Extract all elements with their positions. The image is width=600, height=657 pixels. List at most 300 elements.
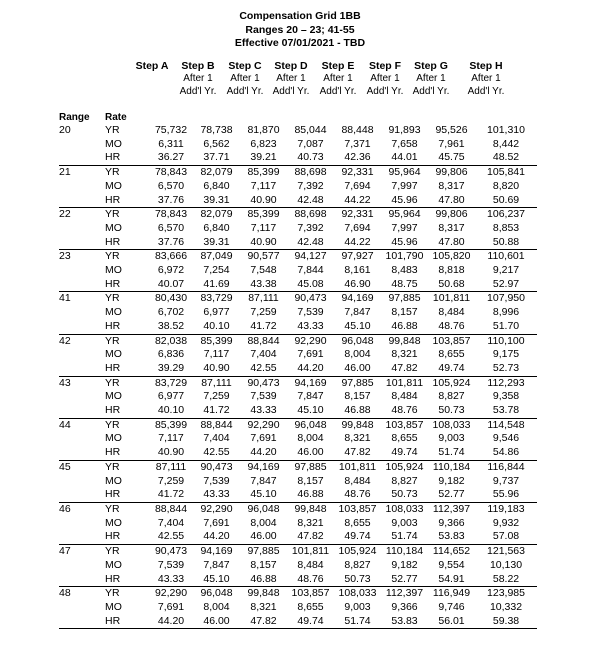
value-cell: 6,972 xyxy=(157,264,185,277)
addl-header-h: Add'l Yr. xyxy=(467,86,505,97)
rate-cell: YR xyxy=(105,250,120,263)
compensation-table xyxy=(59,124,537,629)
table-row xyxy=(59,362,537,376)
value-cell: 8,484 xyxy=(344,474,371,487)
rate-cell: YR xyxy=(105,460,120,473)
value-cell: 8,818 xyxy=(438,264,465,277)
rate-cell: MO xyxy=(105,221,122,234)
value-cell: 9,366 xyxy=(438,516,465,529)
value-cell: 78,843 xyxy=(154,166,188,179)
value-cell: 95,964 xyxy=(388,166,421,179)
step-header-g: Step G xyxy=(414,60,448,72)
value-cell: 7,694 xyxy=(344,179,371,192)
value-cell: 108,033 xyxy=(385,502,424,515)
value-cell: 88,698 xyxy=(294,166,327,179)
value-cell: 88,844 xyxy=(154,502,188,515)
value-cell: 94,169 xyxy=(247,460,280,473)
table-row xyxy=(59,545,537,559)
value-cell: 48.76 xyxy=(287,573,334,587)
value-cell: 85,399 xyxy=(200,334,233,347)
value-cell: 78,843 xyxy=(154,208,188,221)
value-cell: 7,117 xyxy=(250,221,277,234)
value-cell: 103,857 xyxy=(338,502,377,515)
value-cell: 8,321 xyxy=(391,348,418,361)
value-cell: 105,924 xyxy=(385,460,424,473)
value-cell: 121,563 xyxy=(487,545,525,558)
value-cell: 6,840 xyxy=(203,179,230,192)
value-cell: 6,823 xyxy=(250,137,277,150)
value-cell: 88,698 xyxy=(294,208,327,221)
value-cell: 9,932 xyxy=(492,516,520,529)
value-cell: 44.01 xyxy=(381,151,428,165)
value-cell: 105,841 xyxy=(487,166,525,179)
rate-cell: MO xyxy=(105,348,122,361)
value-cell: 46.88 xyxy=(334,404,381,418)
rate-cell: HR xyxy=(103,530,149,544)
value-cell: 9,003 xyxy=(344,600,371,613)
value-cell: 7,254 xyxy=(203,264,230,277)
step-header-e: Step E xyxy=(321,60,355,72)
value-cell: 41.69 xyxy=(193,278,240,292)
compensation-table-body xyxy=(59,124,537,629)
value-cell: 101,811 xyxy=(385,376,424,389)
value-cell: 8,655 xyxy=(297,600,324,613)
value-cell: 103,857 xyxy=(385,418,424,431)
rate-cell: HR xyxy=(103,362,149,376)
value-cell: 7,539 xyxy=(250,390,277,403)
value-cell: 40.90 xyxy=(149,446,193,460)
value-cell: 37.71 xyxy=(193,151,240,165)
range-cell xyxy=(59,278,103,292)
value-cell: 8,157 xyxy=(297,474,324,487)
value-cell: 7,087 xyxy=(297,137,324,150)
value-cell: 50.73 xyxy=(381,488,428,502)
range-cell: 44 xyxy=(59,418,71,431)
value-cell: 7,404 xyxy=(250,348,277,361)
value-cell: 92,290 xyxy=(247,418,280,431)
value-cell: 48.75 xyxy=(381,278,428,292)
value-cell: 52.77 xyxy=(428,488,475,502)
value-cell: 43.38 xyxy=(240,278,287,292)
rate-cell: MO xyxy=(105,306,122,319)
value-cell: 8,321 xyxy=(344,432,371,445)
value-cell: 8,827 xyxy=(438,390,465,403)
value-cell: 103,857 xyxy=(291,587,330,600)
table-row xyxy=(59,615,537,629)
range-cell: 42 xyxy=(59,334,71,347)
rate-cell: YR xyxy=(105,376,120,389)
value-cell: 92,290 xyxy=(200,502,233,515)
value-cell: 58.22 xyxy=(475,573,537,587)
range-cell xyxy=(59,320,103,334)
value-cell: 40.73 xyxy=(287,151,334,165)
after-header-b: After 1 xyxy=(183,73,213,84)
table-row xyxy=(59,404,537,418)
value-cell: 6,311 xyxy=(158,137,184,150)
range-cell: 41 xyxy=(59,292,71,305)
value-cell: 7,997 xyxy=(391,179,418,192)
value-cell: 114,652 xyxy=(432,545,471,558)
value-cell: 90,473 xyxy=(200,460,233,473)
value-cell: 85,399 xyxy=(154,418,188,431)
value-cell: 47.82 xyxy=(287,530,334,544)
value-cell: 112,397 xyxy=(432,502,471,515)
rate-column-label: Rate xyxy=(105,112,127,123)
value-cell: 8,820 xyxy=(492,179,520,192)
value-cell: 101,790 xyxy=(385,250,424,263)
value-cell: 48.52 xyxy=(475,151,537,165)
value-cell: 92,331 xyxy=(341,208,374,221)
value-cell: 42.48 xyxy=(287,194,334,208)
value-cell: 45.08 xyxy=(287,278,334,292)
range-cell: 46 xyxy=(59,502,71,515)
value-cell: 7,691 xyxy=(297,348,324,361)
value-cell: 6,570 xyxy=(157,179,185,192)
value-cell: 96,048 xyxy=(341,334,374,347)
after-header-h: After 1 xyxy=(471,73,501,84)
value-cell: 88,844 xyxy=(247,334,280,347)
table-row xyxy=(59,138,537,152)
table-row xyxy=(59,502,537,516)
value-cell: 8,157 xyxy=(250,558,277,571)
rate-cell: MO xyxy=(105,432,122,445)
value-cell: 49.74 xyxy=(381,446,428,460)
value-cell: 8,483 xyxy=(391,264,418,277)
value-cell: 8,655 xyxy=(391,432,418,445)
table-row xyxy=(59,236,537,250)
value-cell: 95,526 xyxy=(435,124,468,136)
value-cell: 101,811 xyxy=(338,460,377,473)
rate-cell: MO xyxy=(105,600,122,613)
value-cell: 7,392 xyxy=(297,221,324,234)
range-cell xyxy=(59,517,103,531)
value-cell: 90,473 xyxy=(247,376,280,389)
value-cell: 97,885 xyxy=(341,376,374,389)
rate-cell: YR xyxy=(105,124,120,136)
value-cell: 90,473 xyxy=(154,545,188,558)
after-header-e: After 1 xyxy=(323,73,353,84)
value-cell: 7,259 xyxy=(250,306,277,319)
value-cell: 45.10 xyxy=(193,573,240,587)
rate-cell: HR xyxy=(103,151,149,165)
value-cell: 40.10 xyxy=(193,320,240,334)
value-cell: 51.74 xyxy=(428,446,475,460)
value-cell: 8,004 xyxy=(297,432,324,445)
value-cell: 87,111 xyxy=(155,460,187,473)
value-cell: 9,182 xyxy=(391,558,418,571)
table-row xyxy=(59,587,537,601)
rate-cell: HR xyxy=(103,194,149,208)
range-cell: 43 xyxy=(59,376,71,389)
value-cell: 53.78 xyxy=(475,404,537,418)
value-cell: 38.52 xyxy=(149,320,193,334)
table-row xyxy=(59,446,537,460)
value-cell: 10,130 xyxy=(489,558,523,571)
value-cell: 90,577 xyxy=(247,250,280,263)
value-cell: 7,404 xyxy=(157,516,185,529)
value-cell: 82,079 xyxy=(200,166,233,179)
value-cell: 8,321 xyxy=(250,600,277,613)
table-row xyxy=(59,306,537,320)
rate-cell: YR xyxy=(105,502,120,515)
value-cell: 8,157 xyxy=(391,306,418,319)
value-cell: 7,844 xyxy=(297,264,324,277)
value-cell: 8,317 xyxy=(438,179,465,192)
table-row xyxy=(59,475,537,489)
rate-cell: MO xyxy=(105,558,122,571)
value-cell: 7,847 xyxy=(344,306,371,319)
value-cell: 7,694 xyxy=(344,221,371,234)
value-cell: 40.90 xyxy=(240,194,287,208)
value-cell: 6,562 xyxy=(203,137,230,150)
value-cell: 41.72 xyxy=(240,320,287,334)
table-row xyxy=(59,180,537,194)
value-cell: 99,848 xyxy=(294,502,327,515)
value-cell: 42.36 xyxy=(334,151,381,165)
after-header-f: After 1 xyxy=(370,73,400,84)
value-cell: 39.29 xyxy=(149,362,193,376)
value-cell: 106,237 xyxy=(487,208,525,221)
value-cell: 7,961 xyxy=(438,137,465,150)
value-cell: 97,885 xyxy=(388,292,421,305)
table-row xyxy=(59,601,537,615)
rate-cell: HR xyxy=(103,320,149,334)
value-cell: 40.90 xyxy=(240,236,287,250)
rate-cell: YR xyxy=(105,545,120,558)
rate-cell: HR xyxy=(103,236,149,250)
value-cell: 9,182 xyxy=(438,474,465,487)
range-column-label: Range xyxy=(59,112,90,123)
value-cell: 7,691 xyxy=(157,600,185,613)
value-cell: 94,169 xyxy=(294,376,327,389)
value-cell: 8,321 xyxy=(297,516,324,529)
value-cell: 87,049 xyxy=(200,250,233,263)
value-cell: 108,033 xyxy=(432,418,471,431)
range-cell: 20 xyxy=(59,124,71,136)
value-cell: 83,729 xyxy=(154,376,188,389)
addl-header-e: Add'l Yr. xyxy=(319,86,357,97)
range-cell xyxy=(59,530,103,544)
range-cell xyxy=(59,194,103,208)
value-cell: 97,927 xyxy=(341,250,374,263)
range-cell xyxy=(59,362,103,376)
range-cell xyxy=(59,151,103,165)
value-cell: 96,048 xyxy=(200,587,233,600)
value-cell: 85,399 xyxy=(247,166,280,179)
value-cell: 88,844 xyxy=(200,418,233,431)
value-cell: 95,964 xyxy=(388,208,421,221)
range-cell xyxy=(59,446,103,460)
value-cell: 44.20 xyxy=(240,446,287,460)
document-title: Compensation Grid 1BB xyxy=(239,10,361,22)
value-cell: 87,111 xyxy=(248,292,279,305)
value-cell: 46.00 xyxy=(287,446,334,460)
value-cell: 105,924 xyxy=(338,545,377,558)
value-cell: 39.31 xyxy=(193,236,240,250)
rate-cell: YR xyxy=(105,292,120,305)
value-cell: 44.20 xyxy=(193,530,240,544)
value-cell: 99,848 xyxy=(247,587,280,600)
value-cell: 8,317 xyxy=(438,221,465,234)
step-header-c: Step C xyxy=(228,60,262,72)
value-cell: 7,847 xyxy=(203,558,230,571)
value-cell: 8,484 xyxy=(391,390,418,403)
rate-cell: YR xyxy=(105,166,120,179)
value-cell: 99,848 xyxy=(341,418,374,431)
value-cell: 46.00 xyxy=(334,362,381,376)
value-cell: 46.88 xyxy=(287,488,334,502)
table-row xyxy=(59,334,537,348)
value-cell: 45.10 xyxy=(334,320,381,334)
value-cell: 105,820 xyxy=(432,250,471,263)
table-row xyxy=(59,488,537,502)
value-cell: 7,392 xyxy=(297,179,324,192)
value-cell: 9,546 xyxy=(492,432,520,445)
value-cell: 54.91 xyxy=(428,573,475,587)
value-cell: 44.22 xyxy=(334,194,381,208)
range-cell xyxy=(59,475,103,489)
step-header-a: Step A xyxy=(135,60,169,72)
value-cell: 7,117 xyxy=(250,179,277,192)
value-cell: 8,484 xyxy=(438,306,465,319)
value-cell: 85,044 xyxy=(294,124,327,136)
value-cell: 49.74 xyxy=(287,615,334,629)
value-cell: 110,184 xyxy=(432,460,471,473)
value-cell: 99,806 xyxy=(435,166,468,179)
value-cell: 8,004 xyxy=(344,348,371,361)
table-row xyxy=(59,151,537,165)
rate-cell: YR xyxy=(105,334,120,347)
value-cell: 8,004 xyxy=(203,600,230,613)
value-cell: 112,397 xyxy=(385,587,424,600)
step-header-f: Step F xyxy=(368,60,402,72)
value-cell: 45.96 xyxy=(381,194,428,208)
value-cell: 101,811 xyxy=(291,545,330,558)
after-header-g: After 1 xyxy=(416,73,446,84)
value-cell: 40.07 xyxy=(149,278,193,292)
table-row xyxy=(59,208,537,222)
value-cell: 7,404 xyxy=(203,432,230,445)
value-cell: 42.55 xyxy=(149,530,193,544)
value-cell: 49.74 xyxy=(334,530,381,544)
range-cell xyxy=(59,236,103,250)
value-cell: 110,100 xyxy=(487,334,525,347)
value-cell: 50.73 xyxy=(334,573,381,587)
value-cell: 9,746 xyxy=(438,600,465,613)
value-cell: 81,870 xyxy=(247,124,280,136)
value-cell: 50.73 xyxy=(428,404,475,418)
table-row xyxy=(59,559,537,573)
value-cell: 9,554 xyxy=(438,558,465,571)
rate-cell: HR xyxy=(103,488,149,502)
value-cell: 45.75 xyxy=(428,151,475,165)
value-cell: 42.55 xyxy=(193,446,240,460)
value-cell: 57.08 xyxy=(475,530,537,544)
range-cell xyxy=(59,264,103,278)
range-cell xyxy=(59,348,103,362)
value-cell: 47.82 xyxy=(240,615,287,629)
value-cell: 41.72 xyxy=(149,488,193,502)
value-cell: 9,003 xyxy=(391,516,418,529)
value-cell: 7,548 xyxy=(250,264,277,277)
value-cell: 112,293 xyxy=(487,376,525,389)
value-cell: 119,183 xyxy=(487,502,525,515)
value-cell: 88,448 xyxy=(341,124,374,136)
value-cell: 78,738 xyxy=(200,124,233,136)
value-cell: 7,691 xyxy=(203,516,230,529)
range-cell xyxy=(59,222,103,236)
table-row xyxy=(59,460,537,474)
rate-cell: YR xyxy=(105,208,120,221)
step-header-h: Step H xyxy=(469,60,503,72)
rate-cell: MO xyxy=(105,137,122,150)
rate-cell: HR xyxy=(103,278,149,292)
rate-cell: MO xyxy=(105,264,122,277)
value-cell: 97,885 xyxy=(294,460,327,473)
range-cell xyxy=(59,488,103,502)
table-row xyxy=(59,530,537,544)
value-cell: 101,811 xyxy=(432,292,471,305)
value-cell: 7,539 xyxy=(203,474,230,487)
table-row xyxy=(59,124,537,138)
value-cell: 51.74 xyxy=(334,615,381,629)
table-row xyxy=(59,194,537,208)
value-cell: 92,290 xyxy=(154,587,188,600)
value-cell: 10,332 xyxy=(489,600,523,613)
value-cell: 47.80 xyxy=(428,236,475,250)
value-cell: 46.00 xyxy=(240,530,287,544)
range-cell xyxy=(59,390,103,404)
value-cell: 7,117 xyxy=(158,432,184,445)
addl-header-f: Add'l Yr. xyxy=(366,86,404,97)
value-cell: 82,038 xyxy=(154,334,188,347)
value-cell: 40.10 xyxy=(149,404,193,418)
value-cell: 8,827 xyxy=(391,474,418,487)
value-cell: 51.70 xyxy=(475,320,537,334)
value-cell: 46.00 xyxy=(193,615,240,629)
value-cell: 52.97 xyxy=(475,278,537,292)
value-cell: 56.01 xyxy=(428,615,475,629)
value-cell: 48.76 xyxy=(334,488,381,502)
value-cell: 99,806 xyxy=(435,208,468,221)
value-cell: 42.48 xyxy=(287,236,334,250)
value-cell: 43.33 xyxy=(193,488,240,502)
rate-cell: HR xyxy=(103,573,149,587)
value-cell: 83,729 xyxy=(200,292,233,305)
value-cell: 7,117 xyxy=(203,348,230,361)
value-cell: 110,601 xyxy=(487,250,525,263)
value-cell: 55.96 xyxy=(475,488,537,502)
range-cell: 47 xyxy=(59,545,71,558)
value-cell: 114,548 xyxy=(487,418,525,431)
value-cell: 96,048 xyxy=(294,418,327,431)
value-cell: 9,366 xyxy=(391,600,418,613)
table-row xyxy=(59,376,537,390)
addl-header-d: Add'l Yr. xyxy=(272,86,310,97)
table-row xyxy=(59,418,537,432)
rate-cell: HR xyxy=(103,404,149,418)
value-cell: 43.33 xyxy=(240,404,287,418)
value-cell: 47.82 xyxy=(381,362,428,376)
range-cell xyxy=(59,615,103,629)
value-cell: 37.76 xyxy=(149,194,193,208)
value-cell: 97,885 xyxy=(247,545,280,558)
range-cell: 22 xyxy=(59,208,71,221)
range-cell: 21 xyxy=(59,166,71,179)
rate-cell: MO xyxy=(105,516,122,529)
ranges-subtitle: Ranges 20 – 23; 41-55 xyxy=(245,23,355,36)
table-row xyxy=(59,278,537,292)
